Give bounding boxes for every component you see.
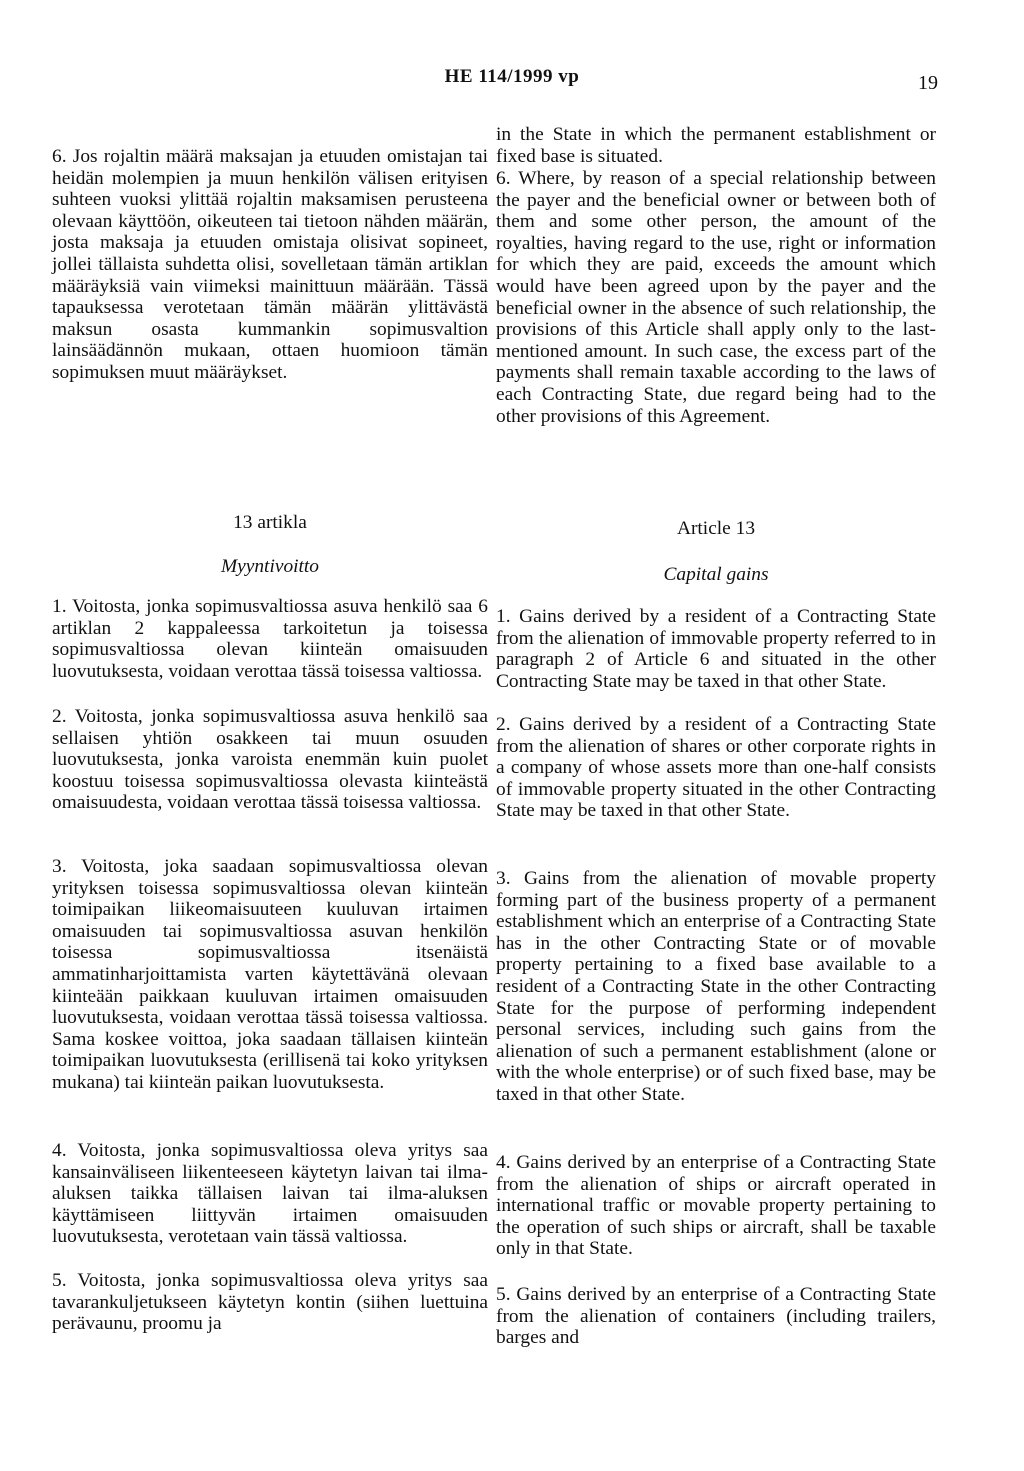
paragraph-6-en: 6. Where, by reason of a special relationship between the payer and the beneficial owner or between both of them and some other person, the amount of the royalties, having regard to the use, right or information for which they are paid, exceeds the amount which would have been agreed upon by the payer and the beneficial owner in the absence of such relationship, the provisions of this Article shall apply only to the last-mentioned amount. In such case, the excess part of the payments shall remain taxable according to the laws of each Contracting State, due regard being had to the other provisions of this Agreement.	[496, 168, 936, 427]
paragraph-5-fi: 5. Voitosta, jonka sopimusvaltiossa oleva yritys saa tavarankuljetukseen käytetyn kontin (siihen luettuina perävaunu, proomu ja	[52, 1270, 488, 1335]
paragraph-4-fi: 4. Voitosta, jonka sopimusvaltiossa oleva yritys saa kansainväliseen liikenteeseen käytetyn laivan tai ilma-aluksen taikka tällaisen laivan tai ilma-aluksen käyttämiseen liittyvän irtaimen omaisuuden luovutuksesta, verotetaan vain tässä valtiossa.	[52, 1140, 488, 1248]
paragraph-continuation-en: in the State in which the permanent establishment or fixed base is situated.	[496, 124, 936, 167]
paragraph-4-en: 4. Gains derived by an enterprise of a Contracting State from the alienation of ships or aircraft operated in international traffic or movable property pertaining to the operation of such ships or aircraft, shall be taxable only in that State.	[496, 1152, 936, 1260]
article-title-en: Capital gains	[663, 564, 769, 585]
paragraph-3-en: 3. Gains from the alienation of movable property forming part of the business property of a permanent establishment which an enterprise of a Contracting State has in the other Contracting State or of movable property pertaining to a fixed base available to a resident of a Contracting State in the other Contracting State for the purpose of performing independent personal services, including such gains from the alienation of such a permanent establishment (alone or with the whole enterprise) or of such fixed base, may be taxed in that other State.	[496, 868, 936, 1105]
article-title-fi: Myyntivoitto	[221, 556, 319, 577]
paragraph-1-fi: 1. Voitosta, jonka sopimusvaltiossa asuva henkilö saa 6 artiklan 2 kappaleessa tarkoitetun ja toisessa sopimusvaltiossa olevan kiinteän omaisuuden luovutuksesta, voidaan verottaa tässä toisessa valtiossa.	[52, 596, 488, 682]
article-heading-en: Article 13	[676, 518, 756, 539]
paragraph-2-en: 2. Gains derived by a resident of a Contracting State from the alienation of shares or other corporate rights in a company of whose assets more than one-half consists of immovable property situated in the other Contracting State may be taxed in that other State.	[496, 714, 936, 822]
paragraph-3-fi: 3. Voitosta, joka saadaan sopimusvaltiossa olevan yrityksen toisessa sopimusvaltiossa olevan kiinteän toimipaikan liikeomaisuuteen kuuluvan irtaimen omaisuuden tai sopimusvaltiossa asuvan henkilön toisessa sopimusvaltiossa itsenäistä ammatinharjoittamista varten käytettävänä olevaan kiinteään paikkaan kuuluvan irtaimen omaisuuden luovutuksesta, voidaan verottaa tässä toisessa valtiossa. Sama koskee voittoa, joka saadaan tällaisen kiinteän toimipaikan luovutuksesta (erillisenä tai koko yrityksen mukana) tai kiinteän paikan luovutuksesta.	[52, 856, 488, 1093]
page-number: 19	[918, 72, 938, 94]
paragraph-2-fi: 2. Voitosta, jonka sopimusvaltiossa asuva henkilö saa sellaisen yhtiön osakkeen tai muun osuuden luovutuksesta, jonka varoista enemmän kuin puolet koostuu toisessa sopimusvaltiossa olevasta kiinteästä omaisuudesta, voidaan verottaa tässä toisessa valtiossa.	[52, 706, 488, 814]
page-header-title: HE 114/1999 vp	[444, 66, 580, 87]
paragraph-1-en: 1. Gains derived by a resident of a Contracting State from the alienation of immovable property referred to in paragraph 2 of Article 6 and situated in the other Contracting State may be taxed in that other State.	[496, 606, 936, 692]
paragraph-5-en: 5. Gains derived by an enterprise of a Contracting State from the alienation of containers (including trailers, barges and	[496, 1284, 936, 1349]
paragraph-6-fi: 6. Jos rojaltin määrä maksajan ja etuuden omistajan tai heidän molempien ja muun henkilön välisen erityisen suhteen vuoksi ylittää rojaltin maksamisen perusteena olevaan käyttöön, oikeuteen tai tietoon nähden määrän, josta maksaja ja etuuden omistaja olisivat sopineet, jollei tällaista suhdetta olisi, sovelletaan tämän artiklan määräyksiä vain viimeksi mainittuun määrään. Tässä tapauksessa verotetaan tämän määrän ylittävästä maksun osasta kummankin sopimusvaltion lainsäädännön mukaan, ottaen huomioon tämän sopimuksen muut määräykset.	[52, 146, 488, 383]
article-heading-fi: 13 artikla	[233, 512, 307, 533]
